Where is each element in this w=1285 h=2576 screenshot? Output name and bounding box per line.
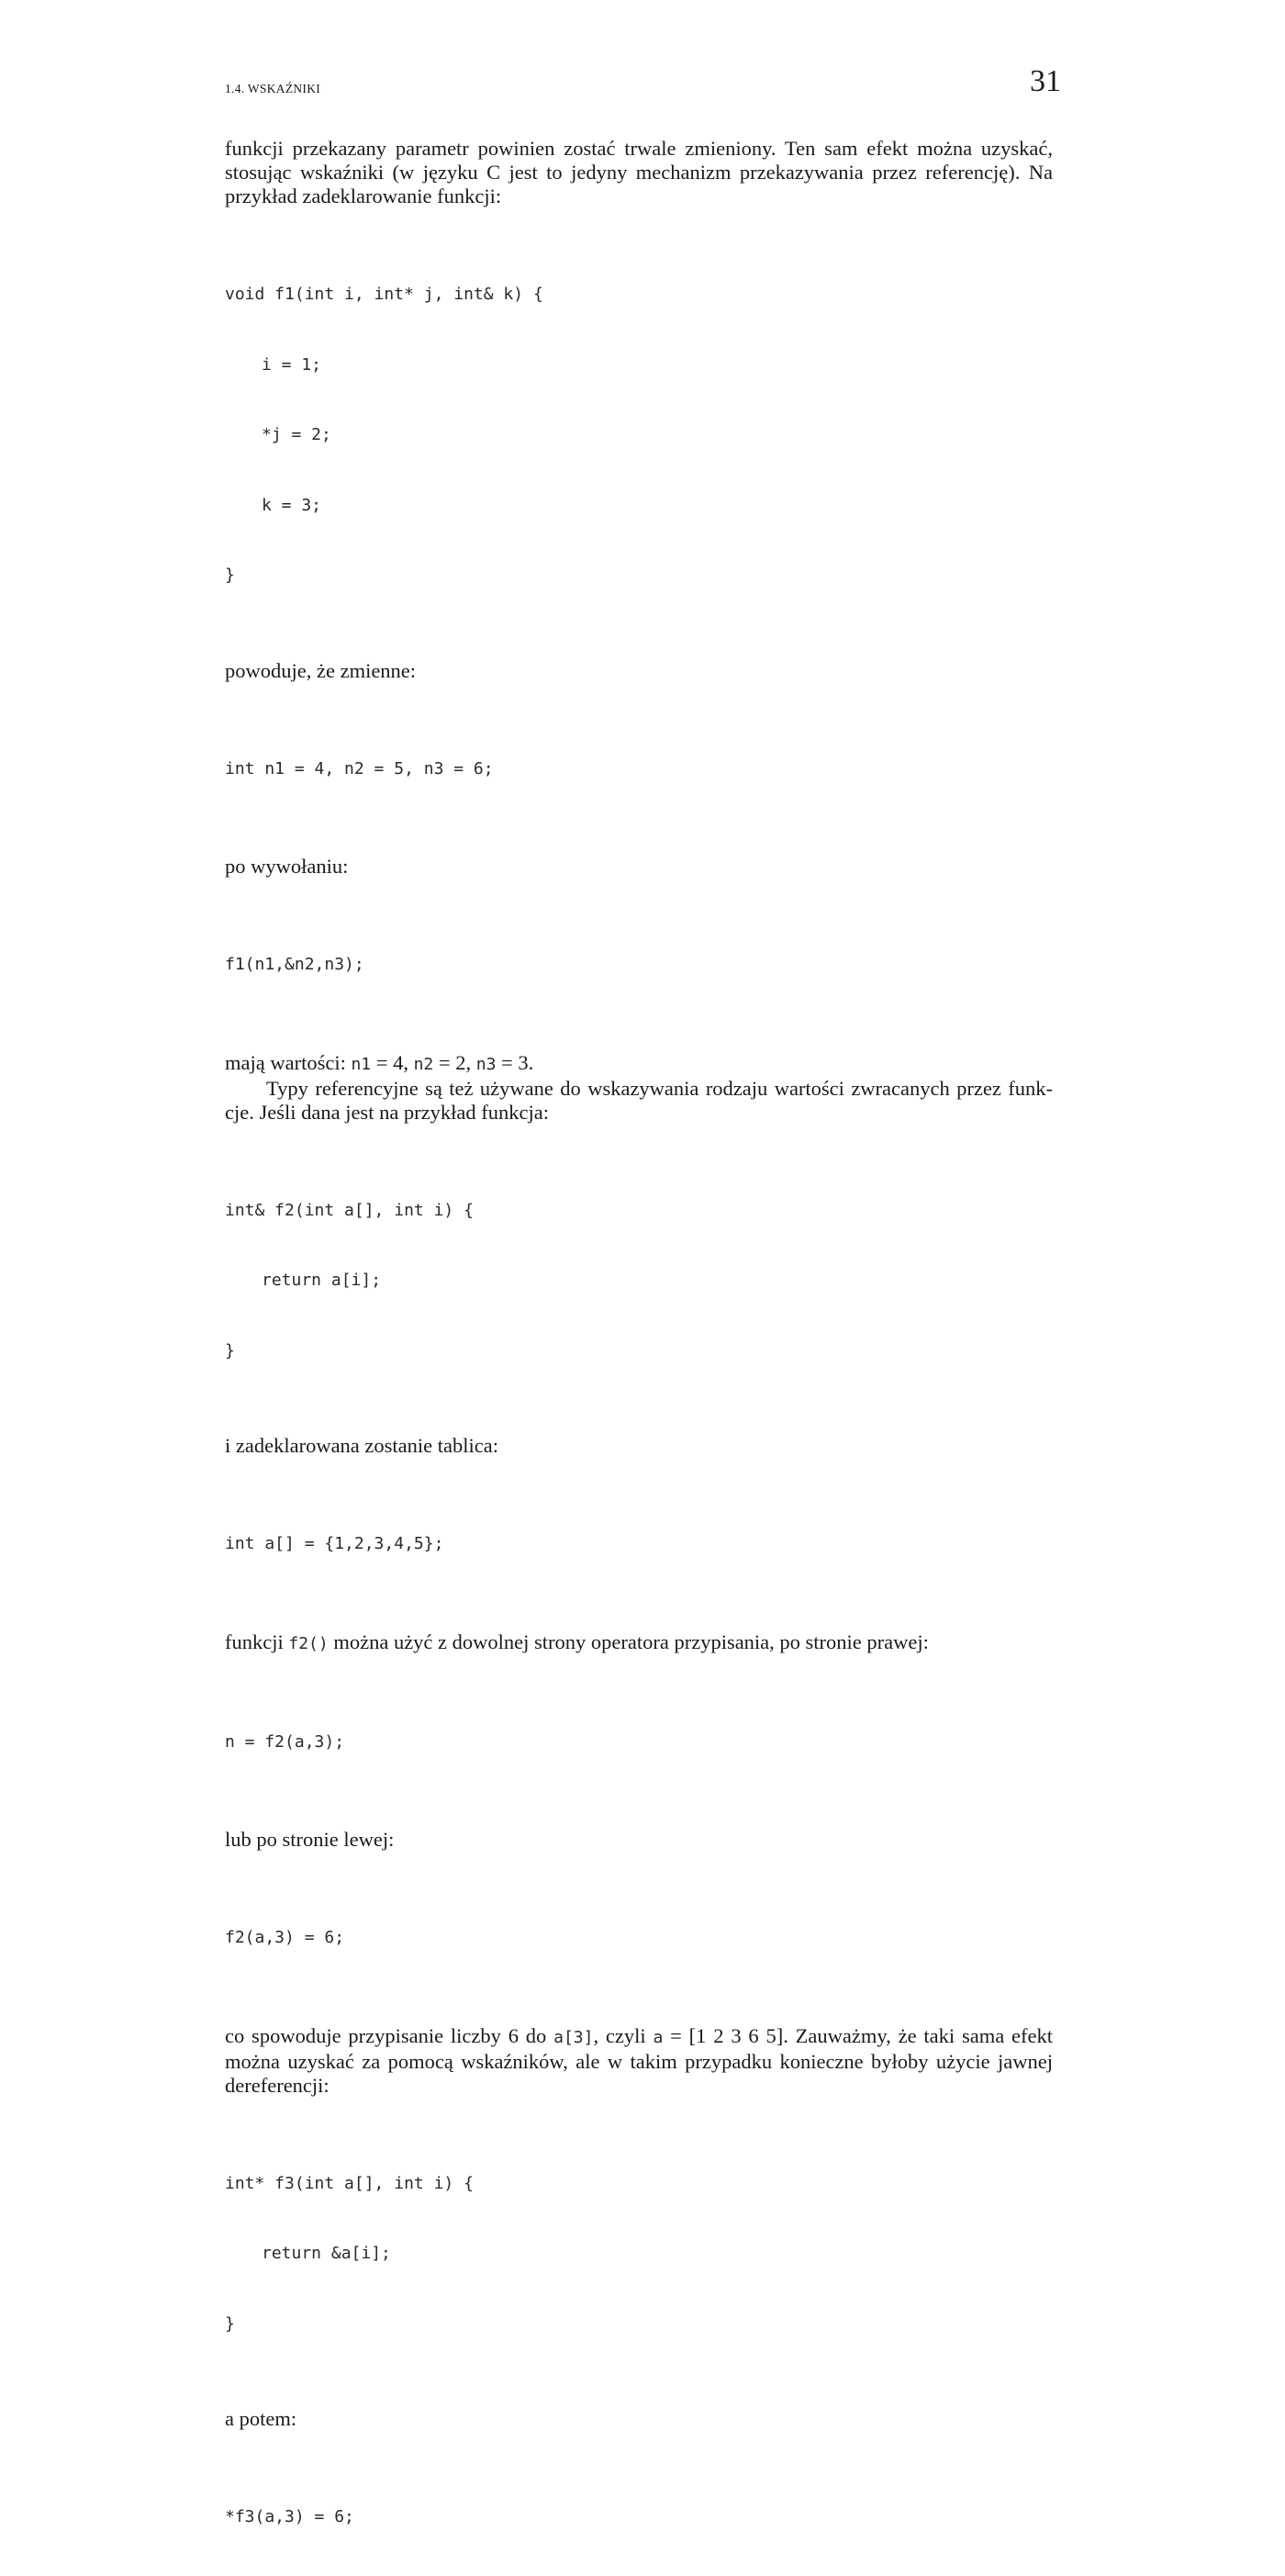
- code-line: void f1(int i, int* j, int& k) {: [225, 285, 543, 304]
- text-line: dereferencji:: [225, 2073, 330, 2097]
- text-line: Typy referencyjne są też używane do wskazywania rodzaju wartości zwracanych przez funk-: [266, 1076, 1053, 1100]
- text-line: lub po stronie lewej:: [225, 1828, 395, 1851]
- inline-code: n3: [475, 1054, 497, 1074]
- paragraph: [225, 1630, 1053, 1656]
- text-line: a potem:: [225, 2407, 297, 2430]
- text-line: [225, 1051, 1053, 1077]
- page-body: [225, 137, 1053, 2576]
- paragraph: [225, 1434, 1053, 1458]
- text-span: = 3.: [496, 1050, 534, 1074]
- text-span: = 2,: [433, 1050, 476, 1074]
- code-line: int& f2(int a[], int i) {: [225, 1200, 474, 1220]
- text-span: co spowoduje przypisanie liczby 6 do: [225, 2023, 554, 2047]
- text-line: cje. Jeśli dana jest na przykład funkcja:: [225, 1100, 549, 1124]
- code-line: }: [225, 566, 235, 585]
- code-line: f2(a,3) = 6;: [225, 1928, 345, 1947]
- code-line: }: [225, 1340, 235, 1361]
- text-line: [225, 2024, 1053, 2050]
- code-line: int n1 = 4, n2 = 5, n3 = 6;: [225, 758, 494, 778]
- code-line: *f3(a,3) = 6;: [225, 2507, 354, 2526]
- page-number: 31: [1030, 64, 1061, 98]
- code-line: k = 3;: [262, 495, 322, 515]
- paragraph: [225, 2407, 1053, 2431]
- code-line: n = f2(a,3);: [225, 1731, 345, 1752]
- text-line: można uzyskać za pomocą wskaźników, ale w takim przypadku konieczne byłoby użycie jawnej: [225, 2049, 1053, 2073]
- text-line: [225, 1630, 1053, 1656]
- code-line: int* f3(int a[], int i) {: [225, 2173, 474, 2193]
- inline-code: n2: [413, 1054, 434, 1074]
- paragraph: [225, 855, 1053, 879]
- inline-code: a[3]: [553, 2027, 594, 2047]
- code-block: [225, 1879, 1053, 1997]
- code-block: [225, 2125, 1053, 2383]
- text-span: mają wartości:: [225, 1050, 352, 1074]
- text-span: funkcji: [225, 1630, 289, 1653]
- inline-code: a: [653, 2027, 664, 2047]
- text-line: przykład zadeklarowanie funkcji:: [225, 185, 502, 207]
- inline-code: f2(): [288, 1633, 329, 1653]
- paragraph: [225, 2024, 1053, 2098]
- code-line: i = 1;: [262, 354, 322, 375]
- code-block: [225, 236, 1053, 634]
- text-span: można użyć z dowolnej strony operatora przypisania, po stronie prawej:: [328, 1630, 929, 1653]
- code-block: [225, 711, 1053, 828]
- code-line: return &a[i];: [262, 2244, 391, 2263]
- text-line: powoduje, że zmienne:: [225, 658, 417, 682]
- text-line: po wywołaniu:: [225, 855, 349, 878]
- code-line: return a[i];: [262, 1271, 382, 1290]
- text-span: = [1 2 3 6 5]. Zauważmy, że taki sama efekt: [663, 2023, 1054, 2047]
- text-line: i zadeklarowana zostanie tablica:: [225, 1434, 498, 1457]
- text-line: stosując wskaźniki (w języku C jest to jedyny mechanizm przekazywania przez referencję). Na: [225, 161, 1053, 184]
- text-span: , czyli: [593, 2023, 654, 2047]
- code-line: int a[] = {1,2,3,4,5};: [225, 1534, 444, 1553]
- code-block: [225, 906, 1053, 1024]
- code-line: *j = 2;: [262, 425, 331, 444]
- code-block: [225, 1152, 1053, 1410]
- running-head: 1.4. WSKAŹNIKI: [225, 82, 321, 95]
- paragraph: [225, 1828, 1053, 1852]
- paragraph: [225, 659, 1053, 683]
- text-line: funkcji przekazany parametr powinien zostać trwale zmieniony. Ten sam efekt można uzyskać,: [225, 137, 1053, 160]
- text-span: = 4,: [371, 1050, 414, 1074]
- code-block: [225, 1485, 1053, 1603]
- paragraph: [225, 1051, 1053, 1077]
- code-block: [225, 2458, 1053, 2576]
- paragraph: [225, 137, 1053, 208]
- code-line: f1(n1,&n2,n3);: [225, 955, 364, 974]
- paragraph: [225, 1077, 1053, 1125]
- code-block: [225, 1684, 1053, 1801]
- code-line: }: [225, 2313, 235, 2334]
- inline-code: n1: [351, 1054, 372, 1074]
